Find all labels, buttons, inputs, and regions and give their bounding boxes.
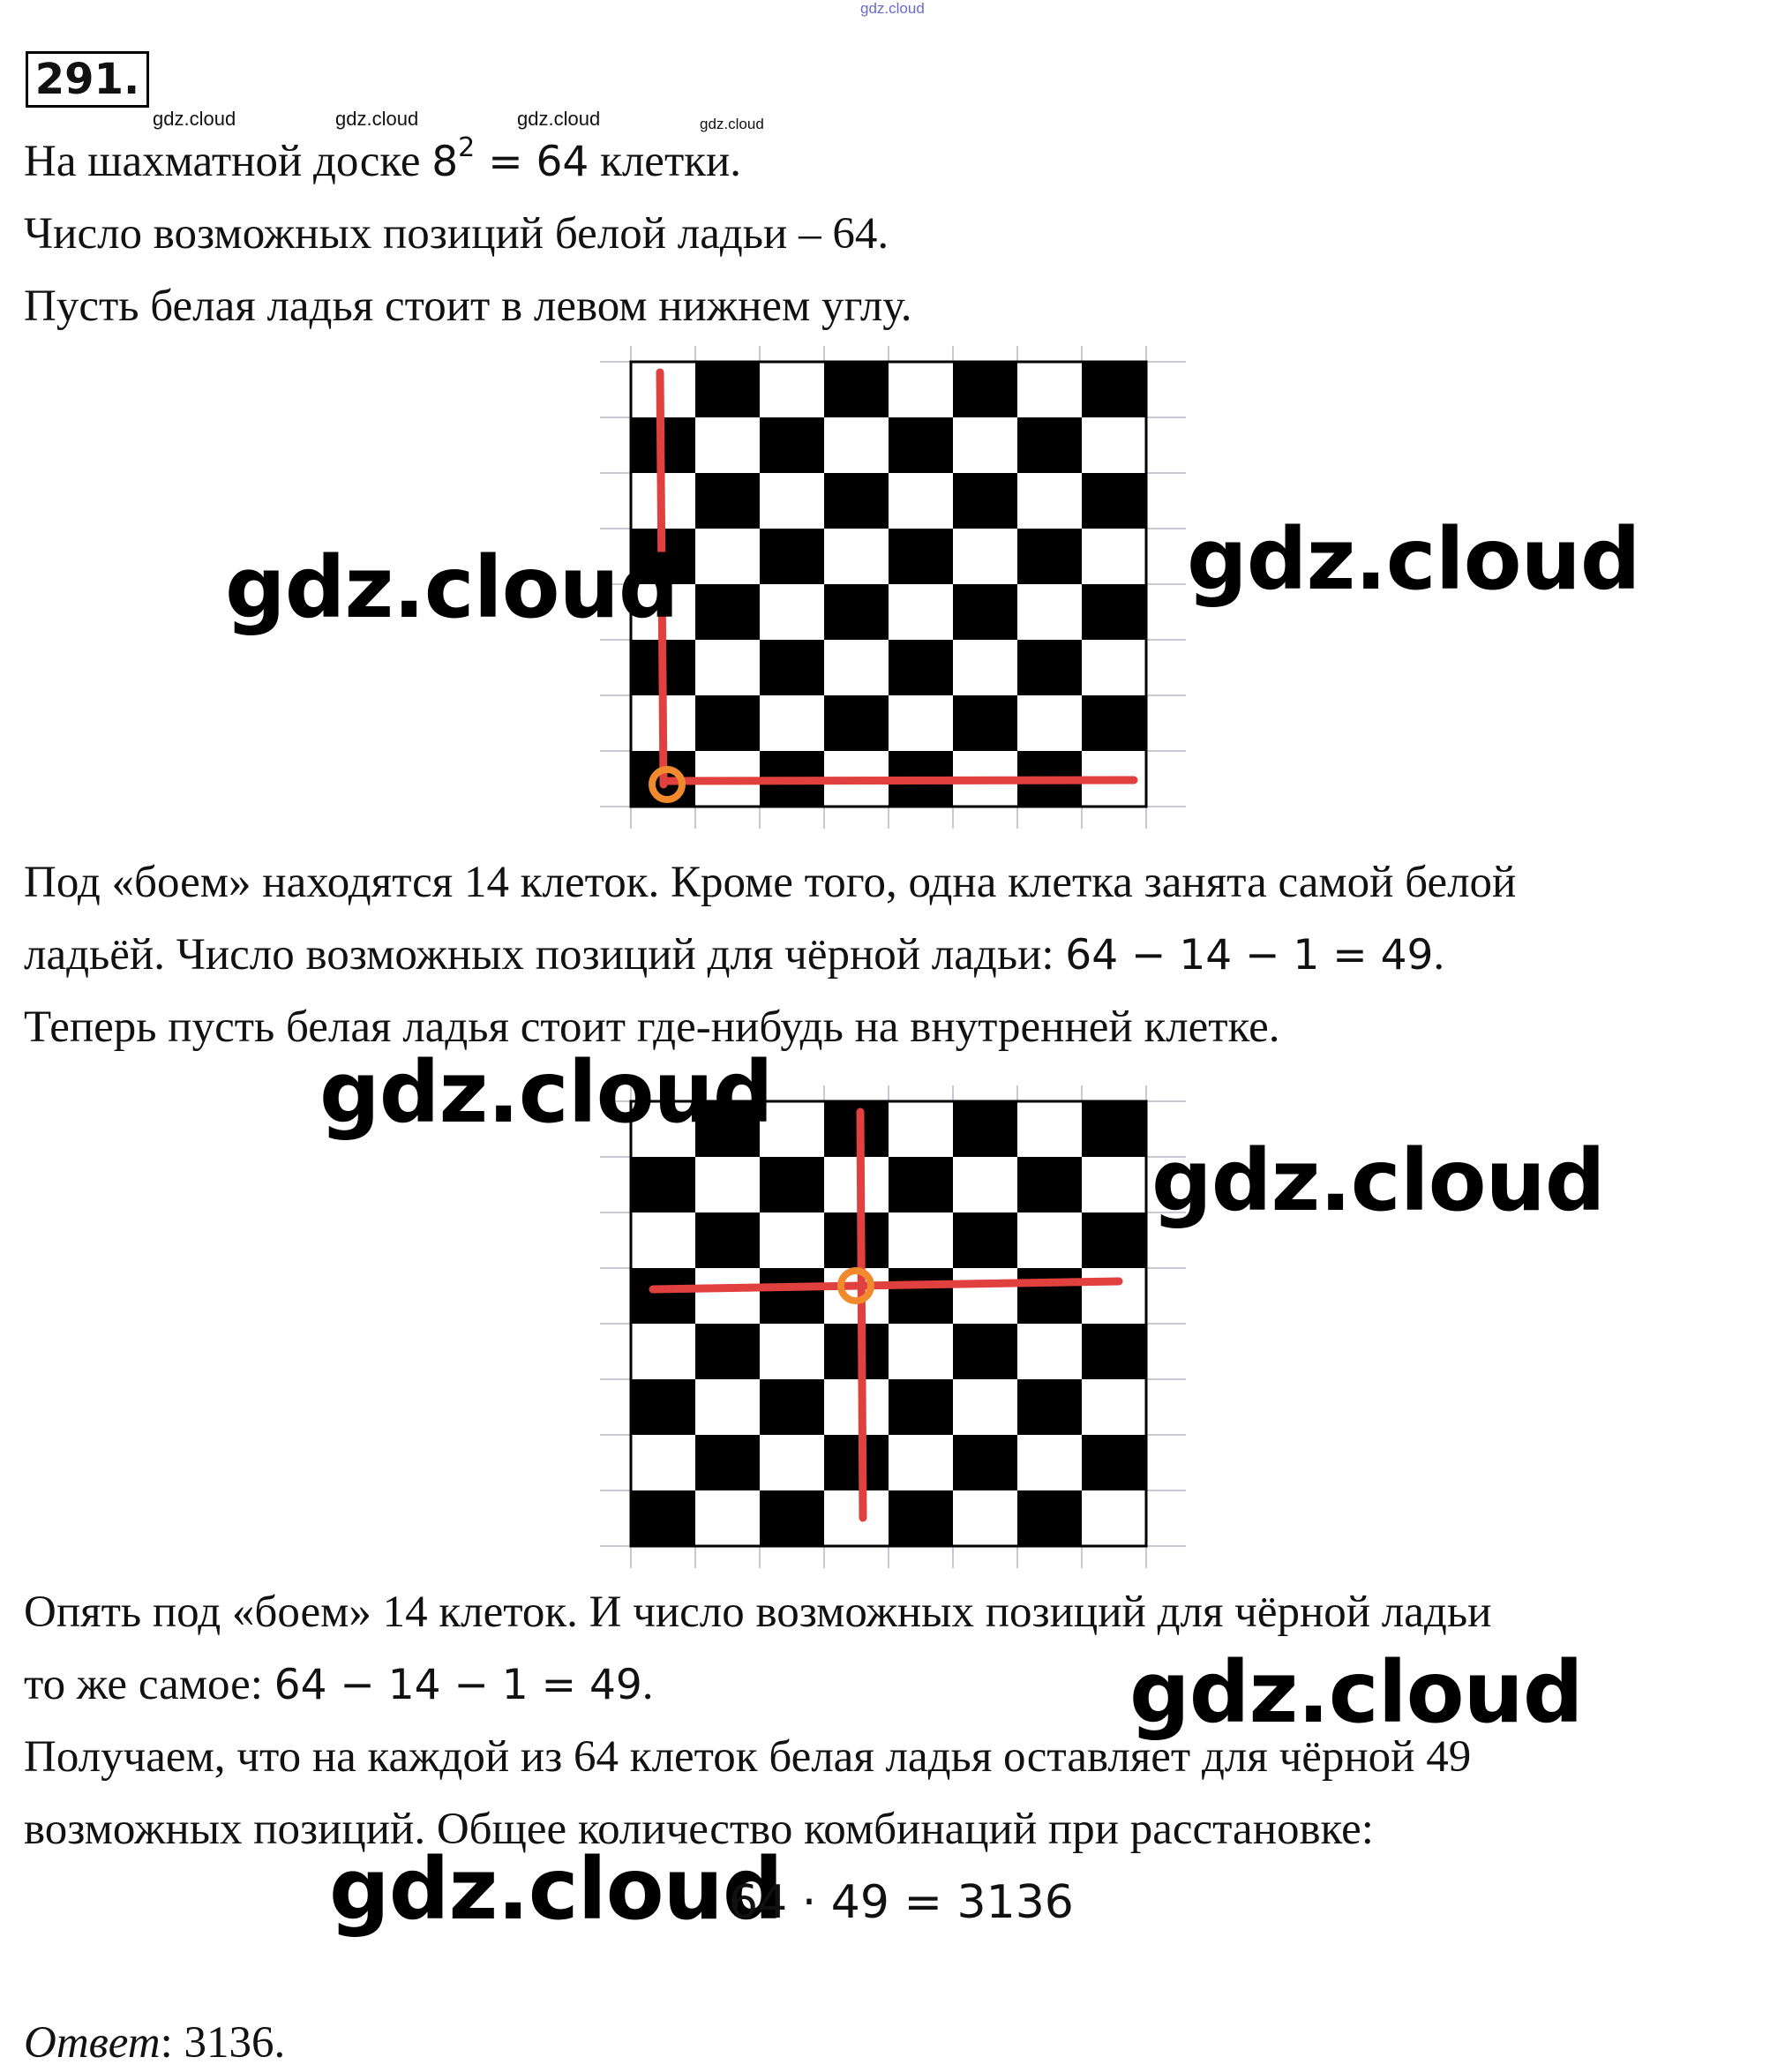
base: 8 [431,138,459,186]
watermark: gdz.cloud [329,1840,783,1939]
dark-square [953,695,1017,751]
dark-square [953,1101,1017,1157]
dark-square [889,1157,953,1212]
light-square [760,1212,824,1268]
attack-line [860,1112,863,1518]
light-square [1082,1379,1146,1435]
light-square [1017,584,1082,640]
dark-square [824,695,889,751]
dark-square [953,1324,1017,1379]
light-square [760,695,824,751]
dark-square [824,473,889,529]
dark-square [695,695,760,751]
text-line: Под «боем» находятся 14 клеток. Кроме того, одна клетка занята самой белой [24,858,1517,907]
dark-square [824,584,889,640]
light-square [631,1212,695,1268]
intro-text: На шахматной доске [24,137,432,186]
light-square [953,417,1017,473]
dark-square [824,1101,889,1157]
light-square [889,473,953,529]
light-square [631,1435,695,1490]
light-square [889,1435,953,1490]
light-square [760,1324,824,1379]
period: . [1433,930,1445,980]
dark-square [760,417,824,473]
light-square [1082,1268,1146,1324]
dark-square [824,362,889,417]
light-square [695,1490,760,1546]
intro-line-1 [24,132,742,186]
dark-square [824,1324,889,1379]
chessboard-inner-rook [600,1085,1200,1580]
dark-square [631,1379,695,1435]
dark-square [1082,473,1146,529]
dark-square [1082,584,1146,640]
light-square [1082,529,1146,584]
final-formula: 64 · 49 = 3136 [729,1876,1074,1929]
dark-square [695,1435,760,1490]
light-square [1082,417,1146,473]
dark-square [889,417,953,473]
dark-square [631,1490,695,1546]
answer-label: Ответ [24,2018,161,2068]
light-square [889,695,953,751]
problem-number: 291. [26,51,149,108]
light-square [1017,1101,1082,1157]
dark-square [1017,1379,1082,1435]
dark-square [889,1490,953,1546]
attack-line [667,780,1134,781]
dark-square [889,1379,953,1435]
dark-square [1017,1268,1082,1324]
dark-square [824,1212,889,1268]
text: ладьёй. Число возможных позиций для чёрной ладьи: [24,930,1066,980]
dark-square [953,1435,1017,1490]
light-square [953,529,1017,584]
dark-square [760,1268,824,1324]
math-expression: 64 − 14 − 1 = 49 [1065,931,1434,980]
exponent: 2 [458,132,476,163]
intro-tail: клетки. [589,137,742,186]
light-square [1017,1324,1082,1379]
text: то же самое: [24,1660,274,1709]
light-square [1017,1212,1082,1268]
text-line: Опять под «боем» 14 клеток. И число возможных позиций для чёрной ладьи [24,1588,1492,1637]
light-square [953,1268,1017,1324]
period: . [641,1660,654,1709]
equation: = 64 [475,138,589,186]
small-watermark: gdz.cloud [335,108,419,130]
dark-square [695,1212,760,1268]
light-square [695,529,760,584]
watermark: gdz.cloud [319,1043,773,1142]
light-square [953,1490,1017,1546]
light-square [824,529,889,584]
small-watermark: gdz.cloud [700,116,764,132]
light-square [889,1212,953,1268]
dark-square [1082,1435,1146,1490]
light-square [760,1435,824,1490]
light-square [760,473,824,529]
small-watermark: gdz.cloud [153,108,236,130]
math-expression: 64 − 14 − 1 = 49 [274,1661,642,1709]
light-square [889,584,953,640]
dark-square [1082,362,1146,417]
light-square [824,1157,889,1212]
intro-line-2: Число возможных позиций белой ладьи – 64. [24,209,889,259]
small-watermark: gdz.cloud [517,108,601,130]
dark-square [1082,695,1146,751]
dark-square [760,1157,824,1212]
text-line [24,1660,654,1709]
light-square [1082,1490,1146,1546]
dark-square [953,473,1017,529]
light-square [760,584,824,640]
light-square [1017,473,1082,529]
dark-square [953,1212,1017,1268]
dark-square [695,362,760,417]
light-square [1082,640,1146,695]
light-square [824,640,889,695]
light-square [953,1379,1017,1435]
text-line: Получаем, что на каждой из 64 клеток белая ладья оставляет для чёрной 49 [24,1732,1472,1782]
dark-square [760,529,824,584]
light-square [1017,362,1082,417]
dark-square [631,1157,695,1212]
dark-square [1017,529,1082,584]
dark-square [953,362,1017,417]
light-square [824,1268,889,1324]
dark-square [760,1379,824,1435]
text-line: возможных позиций. Общее количество комбинаций при расстановке: [24,1805,1374,1854]
light-square [695,417,760,473]
dark-square [760,640,824,695]
watermark: gdz.cloud [1129,1643,1583,1742]
dark-square [889,1268,953,1324]
light-square [889,1101,953,1157]
dark-square [695,473,760,529]
dark-square [695,1324,760,1379]
light-square [889,1324,953,1379]
light-square [889,362,953,417]
dark-square [889,529,953,584]
text-line: Теперь пусть белая ладья стоит где-нибудь на внутренней клетке. [24,1002,1280,1052]
light-square [1082,1157,1146,1212]
dark-square [1017,1157,1082,1212]
dark-square [1082,1212,1146,1268]
light-square [953,1157,1017,1212]
dark-square [953,584,1017,640]
dark-square [631,1268,695,1324]
answer-line [24,2018,286,2068]
watermark: gdz.cloud [1187,510,1640,609]
watermark: gdz.cloud [225,538,679,637]
light-square [695,1157,760,1212]
light-square [953,640,1017,695]
light-square [824,1379,889,1435]
light-square [760,362,824,417]
dark-square [824,1435,889,1490]
dark-square [760,1490,824,1546]
dark-square [1017,417,1082,473]
dark-square [889,640,953,695]
light-square [1017,695,1082,751]
dark-square [1017,1490,1082,1546]
light-square [1017,1435,1082,1490]
intro-line-3: Пусть белая ладья стоит в левом нижнем углу. [24,282,912,331]
light-square [824,1490,889,1546]
dark-square [1082,1324,1146,1379]
light-square [695,1268,760,1324]
answer-value: : 3136. [160,2018,286,2068]
text-line [24,930,1445,980]
watermark: gdz.cloud [1151,1131,1605,1230]
intro-math [431,132,589,186]
light-square [695,640,760,695]
dark-square [695,584,760,640]
light-square [695,1379,760,1435]
chessboard-corner-rook [600,346,1200,840]
light-square [824,417,889,473]
dark-square [1017,640,1082,695]
top-watermark: gdz.cloud [860,0,925,17]
dark-square [1082,1101,1146,1157]
light-square [631,1324,695,1379]
